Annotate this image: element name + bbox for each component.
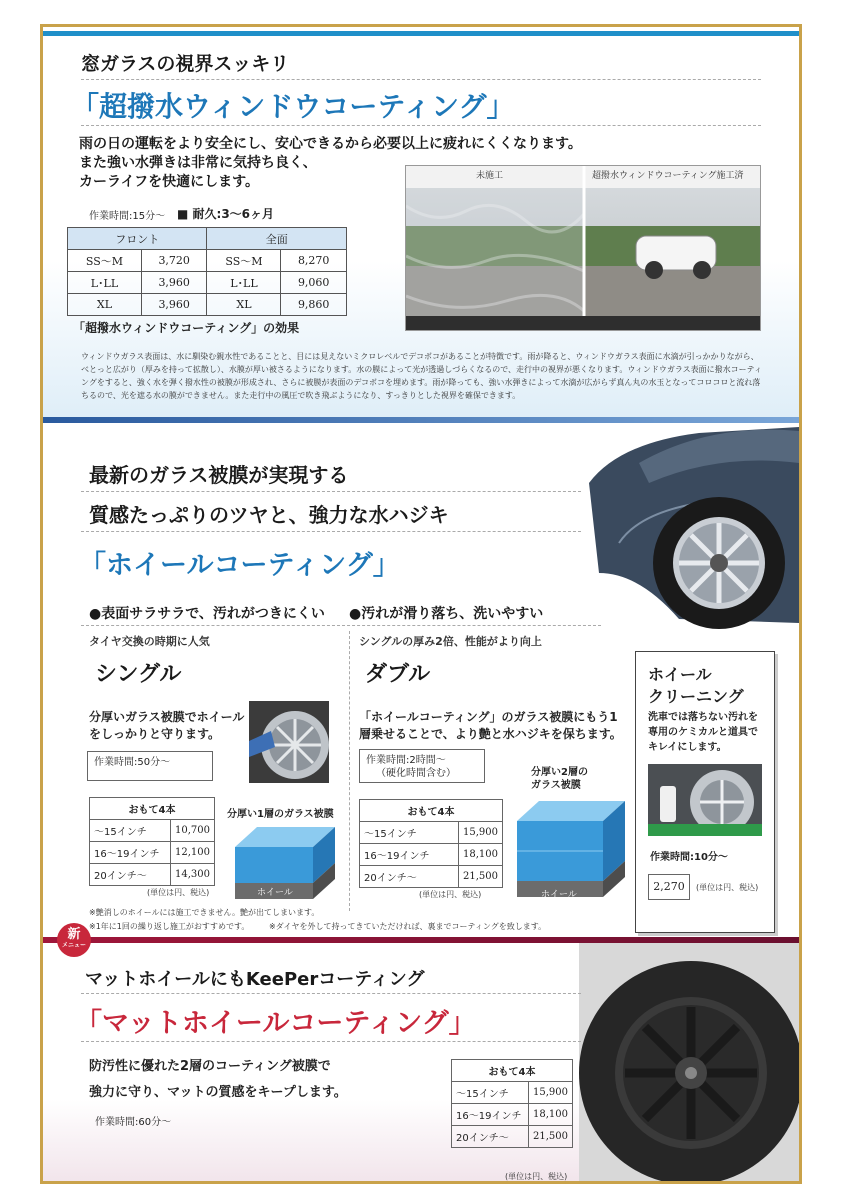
size-cell: 20インチ～ [360,866,459,888]
column-divider [349,631,350,911]
window-coating-section [43,27,799,417]
price-cell: 9,860 [281,294,347,316]
table-head: おもて4本 [360,800,503,822]
single-desc-1: 分厚いガラス被膜でホイール [89,710,245,724]
size-cell: ～15インチ [360,822,459,844]
table-row [68,294,347,316]
table-row [360,866,503,888]
wheel-headline-1: 最新のガラス被膜が実現する [89,463,349,487]
divider [81,491,581,492]
lead-line-2: また強い水弾きは非常に気持ち良く、 [79,155,317,171]
divider [81,79,761,80]
table-row [452,1126,573,1148]
price-cell: 3,960 [141,272,207,294]
table-head: おもて4本 [90,798,215,820]
table-head: おもて4本 [452,1060,573,1082]
size-cell: XL [68,294,142,316]
size-cell: 20インチ～ [452,1126,529,1148]
car-photo [579,423,799,637]
window-title: 「超撥水ウィンドウコーティング」 [71,90,515,123]
section-top-bar [43,31,799,36]
single-cube-base: ホイール [257,888,293,898]
cleaning-photo [648,764,762,836]
size-cell: XL [207,294,281,316]
double-unit: (単位は円、税込) [419,890,482,899]
matte-work-time: 作業時間:60分～ [95,1117,172,1128]
size-cell: ～15インチ [90,820,171,842]
price-cell: 21,500 [529,1126,573,1148]
wheel-headline-2: 質感たっぷりのツヤと、強力な水ハジキ [89,503,449,527]
table-row [68,250,347,272]
matte-price-table [451,1059,573,1148]
price-cell: 21,500 [459,866,503,888]
note-2: ※1年に1回の繰り返し施工がおすすめです。 [89,922,250,931]
size-cell: ～15インチ [452,1082,529,1104]
single-price-table [89,797,215,886]
size-cell: 16～19インチ [90,842,171,864]
matte-wheel-section [43,927,799,1184]
cleaning-unit: (単位は円、税込) [696,883,759,892]
single-desc-2: をしっかりと守ります。 [89,727,221,741]
double-work-time [359,749,485,783]
durability: ■ 耐久:3～6ヶ月 [177,207,275,221]
matte-title: 「マットホイールコーティング」 [75,1008,476,1039]
window-effect-body: ウィンドウガラス表面は、水に馴染む親水性であることと、目には見えないミクロレベルでデコボコがあることが特徴です。雨が降ると、ウィンドウガラス表面に水滴が引っかかりながら、べとっと広がり（厚みを持って拡散し）、水膜が厚い被さるようになります。水の膜によって光が透過しづらくなるので、走行中の視界が悪くなります。ウィンドウガラス表面に撥水コーティングをすると、強く水を弾く撥水性の被膜が形成され、さらに被膜が表面のデコボコを埋めます。雨が降っても、強い水弾きによって水滴が広がらず真ん丸の水玉となってコロコロと流れ落ちるので、光を遮る水の膜ができません。また走行中の風圧で吹き飛ぶようになり、すっきりとした視界を確保できます。 [81,352,763,400]
price-cell: 18,100 [459,844,503,866]
price-cell: 3,720 [141,250,207,272]
size-cell: 16～19インチ [360,844,459,866]
matte-wheel-photo [579,943,799,1184]
matte-desc-2: 強力に守り、マットの質感をキープします。 [89,1085,347,1100]
matte-unit: (単位は円、税込) [505,1172,568,1181]
cleaning-desc-1: 洗車では落ちない汚れを [648,712,758,723]
double-sub: シングルの厚み2倍、性能がより向上 [359,635,542,648]
double-cube-base: ホイール [541,890,577,900]
window-kicker: 窓ガラスの視界スッキリ [81,53,290,75]
bullet-right: ●汚れが滑り落ち、洗いやすい [349,606,544,622]
wheel-coating-section [43,417,799,937]
window-price-table [67,227,347,316]
table-row [360,844,503,866]
badge-text: 新 [67,927,81,942]
double-cube-label-1: 分厚い2層の [531,767,588,778]
double-work-time-2: （硬化時間含む） [376,768,456,779]
price-cell: 10,700 [171,820,215,842]
badge-sub: メニュー [61,942,86,949]
lead-line-1: 雨の日の運転をより安全にし、安心できるから必要以上に疲れにくくなります。 [79,136,582,152]
matte-headline: マットホイールにもKeePerコーティング [85,969,425,990]
window-comparison-photo [405,165,761,331]
price-cell: 12,100 [171,842,215,864]
brochure-frame [40,24,802,1184]
lead-line-3: カーライフを快適にします。 [79,174,260,190]
price-cell: 14,300 [171,864,215,886]
price-cell: 3,960 [141,294,207,316]
price-cell: 8,270 [281,250,347,272]
double-name: ダブル [365,662,431,687]
effect-title: 「超撥水ウィンドウコーティング」の効果 [73,321,300,335]
divider [81,993,581,994]
cleaning-title-2: クリーニング [648,687,744,706]
single-unit: (単位は円、税込) [147,888,210,897]
table-row [68,272,347,294]
full-header: 全面 [207,228,347,250]
wheel-cleaning-card [635,651,775,933]
bullet-left: ●表面サラサラで、汚れがつきにくい [89,606,325,622]
size-cell: SS～M [68,250,142,272]
single-work-time: 作業時間:50分～ [87,751,213,781]
single-cube-label: 分厚い1層のガラス被膜 [227,809,334,820]
cleaning-desc-3: キレイにします。 [648,742,727,753]
divider [81,531,581,532]
table-row [90,864,215,886]
cleaning-work-time: 作業時間:10分～ [650,852,728,863]
table-row [452,1104,573,1126]
divider [81,125,761,126]
double-desc-2: 層乗せることで、より艶と水ハジキを保ちます。 [359,727,622,741]
price-cell: 9,060 [281,272,347,294]
cleaning-price: 2,270 [648,874,690,900]
wheel-title: 「ホイールコーティング」 [79,550,400,581]
double-price-table [359,799,503,888]
size-cell: L･LL [68,272,142,294]
divider [81,625,601,626]
size-cell: SS～M [207,250,281,272]
price-cell: 18,100 [529,1104,573,1126]
price-cell: 15,900 [529,1082,573,1104]
size-cell: L･LL [207,272,281,294]
note-1: ※艶消しのホイールには施工できません。艶が出てしまいます。 [89,908,320,917]
windshield-photo [406,166,761,331]
photo-label-after: 超撥水ウィンドウコーティング施工済 [592,171,744,181]
double-work-time-1: 作業時間:2時間～ [366,755,446,766]
price-cell: 15,900 [459,822,503,844]
cleaning-desc [648,710,758,755]
double-cube-label-2: ガラス被膜 [531,780,581,791]
wheel-photo [249,701,329,783]
table-row [90,820,215,842]
photo-label-before: 未施工 [476,171,504,181]
divider [81,1041,581,1042]
size-cell: 20インチ～ [90,864,171,886]
cleaning-title-1: ホイール [648,665,712,684]
size-cell: 16～19インチ [452,1104,529,1126]
table-row [452,1082,573,1104]
work-time: 作業時間:15分～ [89,211,166,222]
single-sub: タイヤ交換の時期に人気 [89,635,210,648]
front-header: フロント [68,228,207,250]
new-menu-badge [57,923,91,957]
single-name: シングル [95,662,182,687]
table-row [360,822,503,844]
cleaning-desc-2: 専用のケミカルと道具で [648,727,758,738]
matte-desc-1: 防汚性に優れた2層のコーティング被膜で [89,1059,331,1074]
note-3: ※ダイヤを外して持ってきていただければ、裏までコーティングを致します。 [269,922,547,931]
table-row [90,842,215,864]
double-desc-1: 「ホイールコーティング」のガラス被膜にもう1 [359,710,618,724]
